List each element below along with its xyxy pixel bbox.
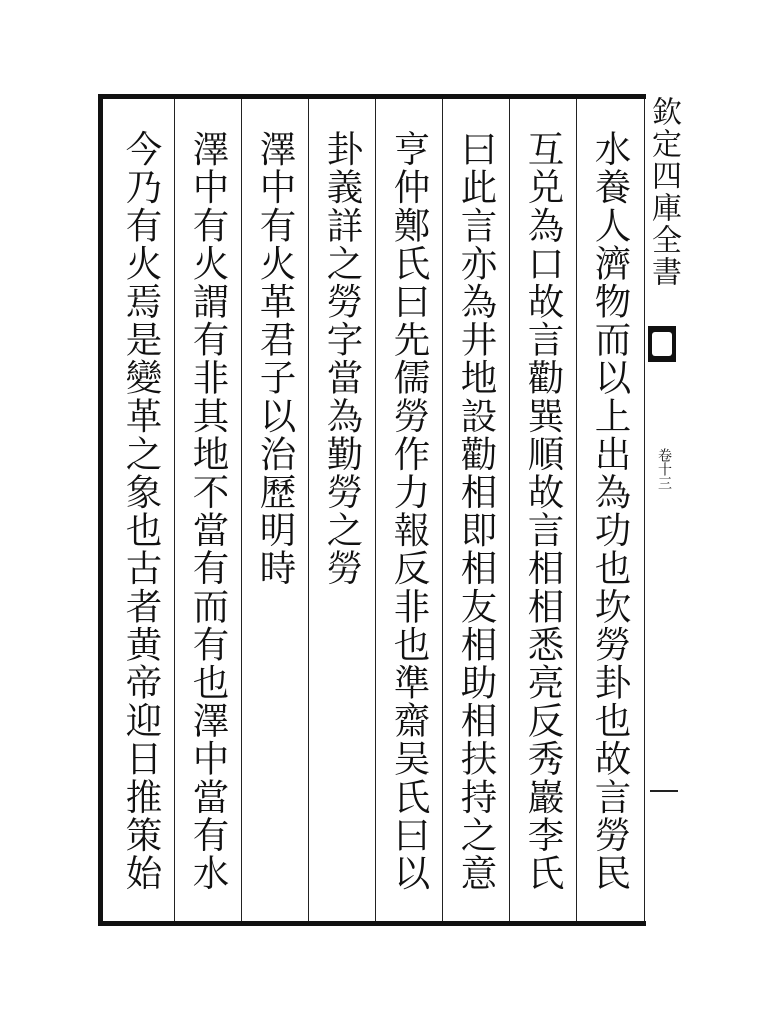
column-rule [241,99,242,921]
fish-tail-mark-icon [648,326,676,362]
margin-tick [650,790,678,792]
volume-marker: 卷十三 [656,448,672,490]
column-rule [644,99,645,921]
text-column-5: 卦義詳之勞字當為勤勞之勞 [321,130,364,588]
text-column-6: 澤中有火革君子以治歷明時 [254,130,297,588]
text-column-8: 今乃有火焉是變革之象也古者黄帝迎日推策始 [120,130,163,892]
column-rule [308,99,309,921]
text-column-4: 亨仲鄭氏曰先儒勞作力報反非也準齋吴氏曰以 [388,130,431,892]
library-title: 欽定四庫全書 [646,96,681,288]
column-rule [576,99,577,921]
column-rule [442,99,443,921]
text-column-7: 澤中有火謂有非其地不當有而有也澤中當有水 [187,130,230,892]
column-rule [375,99,376,921]
text-column-1: 水養人濟物而以上出為功也坎勞卦也故言勞民 [589,130,632,892]
text-column-3: 曰此言亦為井地設勸相即相友相助相扶持之意 [455,130,498,892]
column-rule [509,99,510,921]
column-rule [174,99,175,921]
text-column-2: 互兑為口故言勸巽順故言相相悉亮反秀巖李氏 [522,130,565,892]
